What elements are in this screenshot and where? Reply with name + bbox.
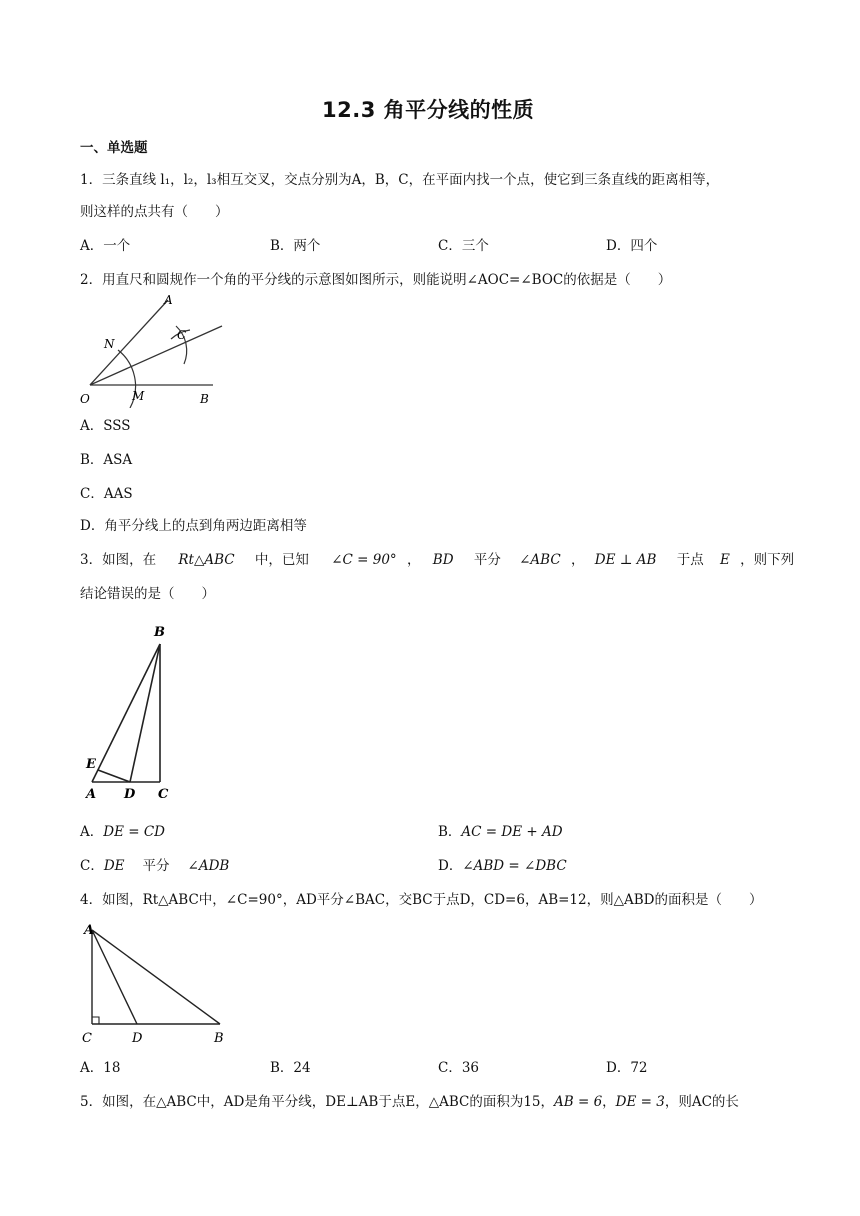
q3-angle-abc: ∠ABC <box>519 552 561 568</box>
q2-label-n: N <box>104 337 115 351</box>
q4-label-b: B <box>214 1031 224 1046</box>
q2-label-a: A <box>164 293 173 307</box>
q5-ab: AB = 6 <box>554 1094 603 1110</box>
q3-option-c-de: DE <box>103 858 125 874</box>
q5-text-1: 5．如图，在△ABC中，AD是角平分线，DE⊥AB于点E，△ABC的面积为15， <box>80 1094 555 1110</box>
q3-stem-line1 <box>80 550 794 570</box>
q5-de: DE = 3 <box>615 1094 665 1110</box>
q3-text-6: 于点 <box>676 552 704 568</box>
q3-text-5: ， <box>570 552 585 568</box>
q4-triangle-figure <box>80 918 230 1048</box>
q3-option-b <box>438 822 563 842</box>
q3-text-7: ，则下列 <box>740 552 795 568</box>
q4-stem: 4．如图，Rt△ABC中，∠C=90°，AD平分∠BAC，交BC于点D，CD=6，AB=12，则△ABD的面积是（ ） <box>80 892 763 908</box>
q3-stem-line2: 结论错误的是（ ） <box>80 586 215 602</box>
q3-label-e: E <box>86 757 96 772</box>
q4-option-c: C．36 <box>438 1060 480 1076</box>
q3-bisector: BD <box>432 552 454 568</box>
q5-sep: ， <box>602 1094 616 1110</box>
q3-triangle-figure <box>82 616 182 806</box>
q2-option-a: A．SSS <box>80 418 131 434</box>
q3-label-c: C <box>158 787 169 802</box>
q3-text-2: 中，已知 <box>254 552 309 568</box>
q3-option-a <box>80 822 165 842</box>
section-heading: 一、单选题 <box>80 140 148 156</box>
q3-option-d-text: ∠ABD = ∠DBC <box>462 858 567 874</box>
q2-option-b: B．ASA <box>80 452 133 468</box>
q4-option-d: D．72 <box>606 1060 648 1076</box>
q1-option-a: A．一个 <box>80 238 131 254</box>
q5-text-2: ，则AC的长 <box>664 1094 739 1110</box>
q3-option-c-adb: ∠ADB <box>187 858 230 874</box>
q3-option-d <box>438 856 567 876</box>
q2-stem: 2．用直尺和圆规作一个角的平分线的示意图如图所示，则能说明∠AOC=∠BOC的依据是（ ） <box>80 272 672 288</box>
q2-label-c: C <box>177 328 187 342</box>
q3-point-e: E <box>720 552 730 568</box>
page-title: 12.3 角平分线的性质 <box>322 98 535 122</box>
q2-option-d: D．角平分线上的点到角两边距离相等 <box>80 518 307 534</box>
q4-option-b: B．24 <box>270 1060 311 1076</box>
q4-label-c: C <box>82 1031 92 1046</box>
q3-label-b: B <box>154 625 165 640</box>
q2-label-o: O <box>80 392 90 406</box>
q3-option-c-mid: 平分 <box>142 858 170 874</box>
q3-option-c <box>80 856 229 876</box>
q3-triangle: Rt△ABC <box>178 552 235 568</box>
q1-stem-line1: 1．三条直线 l₁，l₂，l₃相互交叉，交点分别为A，B，C，在平面内找一个点，使它到三条直线的距离相等， <box>80 172 720 188</box>
q3-perpendicular: DE ⊥ AB <box>594 552 657 568</box>
q1-option-c: C．三个 <box>438 238 489 254</box>
q3-option-d-letter: D． <box>438 858 463 874</box>
q3-option-b-letter: B． <box>438 824 462 840</box>
q1-option-d: D．四个 <box>606 238 658 254</box>
q3-option-a-text: DE = CD <box>103 824 165 840</box>
q2-option-c: C．AAS <box>80 486 133 502</box>
q1-stem-line2: 则这样的点共有（ ） <box>80 204 229 220</box>
q3-option-c-letter: C． <box>80 858 104 874</box>
q4-label-d: D <box>132 1031 143 1046</box>
q3-text-4: 平分 <box>473 552 501 568</box>
q2-label-b: B <box>200 392 209 406</box>
q4-label-a: A <box>84 923 95 938</box>
q3-label-d: D <box>124 787 136 802</box>
q3-text-1: 3．如图，在 <box>80 552 157 568</box>
q3-right-angle: ∠C = 90° <box>331 552 397 568</box>
q3-label-a: A <box>86 787 97 802</box>
q3-text-3: ， <box>406 552 421 568</box>
q1-option-b: B．两个 <box>270 238 321 254</box>
q2-angle-bisector-figure <box>76 292 236 408</box>
q5-stem <box>80 1092 739 1112</box>
q3-option-b-text: AC = DE + AD <box>461 824 563 840</box>
q3-option-a-letter: A． <box>80 824 104 840</box>
q2-label-m: M <box>132 389 145 403</box>
q4-option-a: A．18 <box>80 1060 121 1076</box>
